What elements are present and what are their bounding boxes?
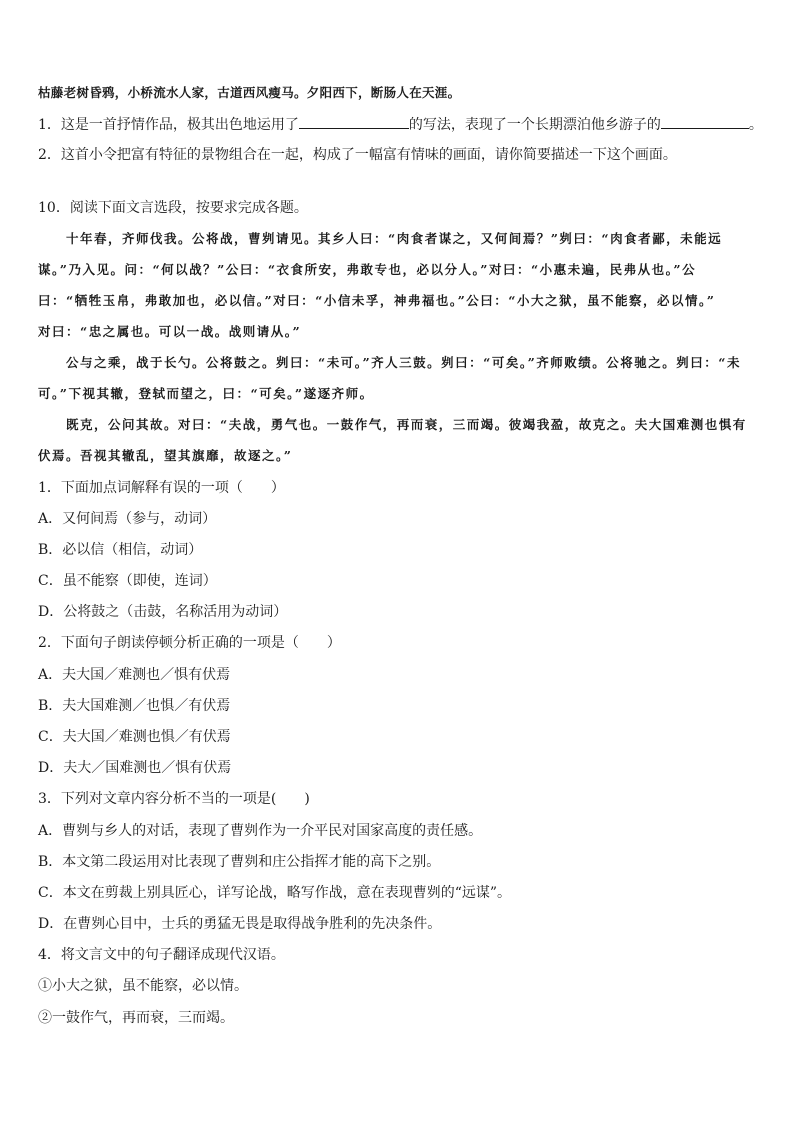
option-line: A．夫大国／难测也／惧有伏焉	[38, 667, 231, 683]
classical-line: 可。”下视其辙，登轼而望之，曰：“可矣。”遂逐齐师。	[38, 386, 374, 401]
question-9-1-part-b: 的写法，表现了一个长期漂泊他乡游子的	[408, 117, 661, 133]
option-line: C．虽不能察（即使，连词）	[38, 573, 217, 589]
option-line: A．曹刿与乡人的对话，表现了曹刿作为一介平民对国家高度的责任感。	[38, 823, 483, 839]
question-line: 3．下列对文章内容分析不当的一项是( )	[38, 791, 310, 807]
answer-blank-1[interactable]	[299, 115, 409, 129]
classical-line: 伏焉。吾视其辙乱，望其旗靡，故逐之。”	[38, 448, 293, 463]
classical-line: 既克，公问其故。对曰：“夫战，勇气也。一鼓作气，再而衰，三而竭。彼竭我盈，故克之。夫大国难测也惧有	[66, 417, 747, 432]
option-line: C．夫大国／难测也惧／有伏焉	[38, 729, 231, 745]
question-9-1-part-c: 。	[748, 117, 763, 133]
classical-line: 十年春，齐师伐我。公将战，曹刿请见。其乡人曰：“肉食者谋之，又何间焉？”刿曰：“肉食者鄙，未能远	[66, 231, 723, 246]
answer-blank-2[interactable]	[661, 115, 749, 129]
sentence-line: ①小大之狱，虽不能察，必以情。	[38, 978, 248, 994]
option-line: D．公将鼓之（击鼓，名称活用为动词）	[38, 604, 288, 620]
classical-line: 曰：“牺牲玉帛，弗敢加也，必以信。”对曰：“小信未孚，神弗福也。”公曰：“小大之狱，虽不能察，必以情。”	[38, 293, 716, 308]
option-line: A．又何间焉（参与，动词）	[38, 511, 217, 527]
question-line: 1．下面加点词解释有误的一项（ ）	[38, 480, 285, 496]
question-line: 4．将文言文中的句子翻译成现代汉语。	[38, 947, 285, 963]
option-line: B．本文第二段运用对比表现了曹刿和庄公指挥才能的高下之别。	[38, 854, 441, 870]
sentence-line: ②一鼓作气，再而衰，三而竭。	[38, 1010, 234, 1026]
question-9-1-part-a: 1．这是一首抒情作品，极其出色地运用了	[38, 117, 299, 133]
option-line: B．必以信（相信，动词）	[38, 542, 203, 558]
question-line: 2．下面句子朗读停顿分析正确的一项是（ ）	[38, 635, 341, 651]
option-line: B．夫大国难测／也惧／有伏焉	[38, 698, 231, 714]
classical-line: 谋。”乃入见。问：“何以战？”公曰：“衣食所安，弗敢专也，必以分人。”对曰：“小惠未遍，民弗从也。”公	[38, 262, 697, 277]
question-9-1	[38, 115, 763, 134]
question-9-2: 2．这首小令把富有特征的景物组合在一起，构成了一幅富有情味的画面，请你简要描述一下这个画面。	[38, 147, 677, 163]
question-10-title: 10．阅读下面文言选段，按要求完成各题。	[38, 200, 308, 216]
option-line: C．本文在剪裁上别具匠心，详写论战，略写作战，意在表现曹刿的“远谋”。	[38, 885, 512, 901]
classical-line: 公与之乘，战于长勺。公将鼓之。刿曰：“未可。”齐人三鼓。刿曰：“可矣。”齐师败绩。公将驰之。刿曰：“未	[66, 355, 741, 370]
classical-line: 对曰：“忠之属也。可以一战。战则请从。”	[38, 324, 302, 339]
option-line: D．夫大／国难测也／惧有伏焉	[38, 760, 232, 776]
poem-line: 枯藤老树昏鸦，小桥流水人家，古道西风瘦马。夕阳西下，断肠人在天涯。	[38, 85, 461, 100]
option-line: D．在曹刿心目中，士兵的勇猛无畏是取得战争胜利的先决条件。	[38, 916, 442, 932]
